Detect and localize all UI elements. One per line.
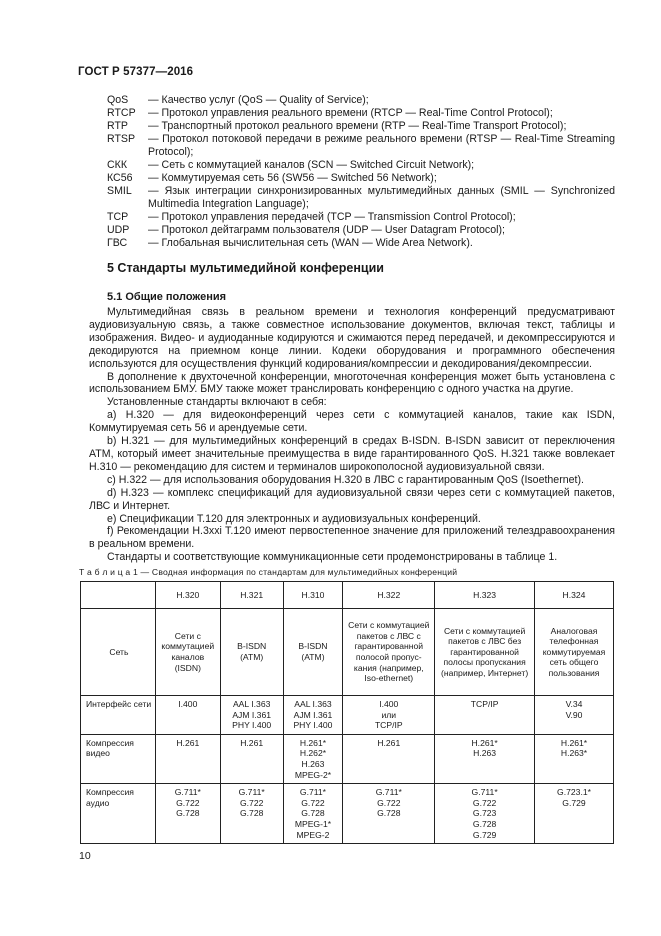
section-title: 5 Стандарты мультимедийной конференции xyxy=(107,261,384,275)
cell-line: AJM I.361 xyxy=(293,709,333,720)
cell-line: H.263 xyxy=(473,748,497,759)
table-cell xyxy=(220,784,283,844)
cell-line: (ATM) xyxy=(240,652,264,662)
paragraph: e) Спецификации T.120 для электронных и аудиовизуальных конференций. xyxy=(107,512,481,525)
table-cell xyxy=(435,609,535,696)
table-cell xyxy=(220,696,283,735)
cell-line: G.729 xyxy=(562,797,586,808)
cell-line: B-ISDN xyxy=(298,641,328,652)
row-label: Компрессия аудио xyxy=(81,784,156,844)
table-cell xyxy=(535,696,614,735)
abbreviation-item xyxy=(107,185,615,211)
table-cell xyxy=(535,734,614,783)
cell-line: G.722 xyxy=(176,797,200,808)
abbreviation-definition: — Транспортный протокол реального времени (RTP — Real-Time Transport Protocol); xyxy=(148,120,567,132)
cell-line: G.711* xyxy=(238,787,265,798)
cell-line: Сети с xyxy=(174,630,201,641)
cell-line: H.261* xyxy=(560,737,588,748)
table-cell xyxy=(283,784,343,844)
paragraph: Мультимедийная связь в реальном времени и технология конференций предусматривают аудиовизуальную связь, а также совместное использование документов, включая текст, таблицы и изображения. Видео- и аудиоданные кодируются и сжимаются перед передачей, и декомпрессируются и декодируются на приемном конце линии. Кодеки оборудования и программного обеспечения используются для осуществления функций кодирования/компрессии и декодирования/декомпрессии. xyxy=(89,306,615,370)
paragraph: a) H.320 — для видеоконференций через сети с коммутацией каналов, такие как ISDN, Коммутируемая сеть 56 и арендуемые сети. xyxy=(89,409,615,435)
cell-line: Iso-ethernet) xyxy=(364,673,414,684)
abbreviation-item xyxy=(107,120,615,133)
document-header: ГОСТ Р 57377—2016 xyxy=(78,66,194,78)
cell-line: пользования xyxy=(548,667,600,678)
cell-line: H.261 xyxy=(176,737,200,748)
cell-line: V.34 xyxy=(565,699,583,709)
paragraph: d) H.323 — комплекс спецификаций для аудиовизуальной связи через сети с коммутацией пакетов, ЛВС и Интернет. xyxy=(89,486,615,512)
cell-line: H.263* xyxy=(560,748,588,759)
cell-line: G.711* xyxy=(375,787,402,798)
abbreviation-definition: — Качество услуг (QoS — Quality of Service); xyxy=(148,94,369,106)
cell-line: Аналоговая xyxy=(550,625,598,636)
body-text xyxy=(89,306,615,564)
cell-line: AAL I.363 xyxy=(232,699,271,709)
cell-line: пакетов с ЛВС с xyxy=(356,630,421,641)
table-cell xyxy=(535,609,614,696)
column-header: H.321 xyxy=(220,582,283,609)
abbreviation-list xyxy=(107,94,615,250)
abbreviation-key: СКК xyxy=(107,159,127,171)
table-cell xyxy=(435,734,535,783)
cell-line: Сети с коммутацией xyxy=(443,625,526,636)
cell-line: H.261* xyxy=(299,737,327,748)
standards-table xyxy=(80,581,614,844)
table-cell xyxy=(155,734,220,783)
abbreviation-key: RTSP xyxy=(107,133,136,145)
cell-line: H.261* xyxy=(471,737,498,748)
cell-line: каналов xyxy=(171,652,205,662)
abbreviation-key: ГВС xyxy=(107,237,128,249)
paragraph: Установленные стандарты включают в себя: xyxy=(107,396,327,409)
cell-line: G.711* xyxy=(174,787,201,798)
cell-line: TCP/IP xyxy=(374,720,403,731)
paragraph: b) H.321 — для мультимедийных конференций в средах B-ISDN. B-ISDN зависит от переключения ATM, который имеет значительные преимущества в виде гарантированного QoS. H.321 также вовлекает H.310 — рекомендацию для систем и терминалов широкополосной аудиовизуальной связи. xyxy=(89,435,615,473)
column-header: H.323 xyxy=(435,582,535,609)
table-cell xyxy=(535,784,614,844)
cell-line: G.728 xyxy=(176,808,200,819)
cell-line: MPEG-1* xyxy=(294,818,332,829)
abbreviation-definition: — Протокол потоковой передачи в режиме реального времени (RTSP — Real-Time Streaming Protocol); xyxy=(148,133,615,158)
column-header: H.324 xyxy=(535,582,614,609)
cell-line: AJM I.361 xyxy=(232,709,272,720)
cell-line: пакетов с ЛВС без xyxy=(448,636,522,647)
column-header xyxy=(81,582,156,609)
abbreviation-definition: — Коммутируемая сеть 56 (SW56 — Switched 56 Network); xyxy=(148,172,437,184)
cell-line: H.263 xyxy=(301,758,325,769)
row-label: Интерфейс сети xyxy=(81,696,156,735)
table-row xyxy=(81,784,614,844)
cell-line: G.728 xyxy=(301,808,325,819)
cell-line: гарантированной xyxy=(450,646,519,657)
table-caption: Т а б л и ц а 1 — Сводная информация по стандартам для мультимедийных конференций xyxy=(79,567,458,577)
cell-line: I.400 xyxy=(178,699,198,709)
abbreviation-definition: — Протокол управления реального времени (RTCP — Real-Time Control Protocol); xyxy=(148,107,553,119)
paragraph: В дополнение к двухточечной конференции, многоточечная конференция может быть установлена с использованием БМУ. БМУ также может транслировать конференцию с одного участка на другие. xyxy=(89,370,615,396)
abbreviation-item xyxy=(107,107,615,120)
abbreviation-item xyxy=(107,224,615,237)
cell-line: (например, Интернет) xyxy=(441,667,529,678)
table-cell xyxy=(435,696,535,735)
table-cell xyxy=(283,609,343,696)
table-cell xyxy=(220,734,283,783)
cell-line: MPEG-2* xyxy=(294,769,332,780)
cell-line: PHY I.400 xyxy=(293,720,333,731)
paragraph: f) Рекомендации H.3xxi T.120 имеют первостепенное значение для приложений телездравоохранения в реальном времени. xyxy=(89,525,615,551)
cell-line: G.728 xyxy=(472,818,497,829)
abbreviation-definition: — Язык интеграции синхронизированных мультимедийных данных (SMIL — Synchronized Multimedia Integration Language); xyxy=(148,185,615,210)
cell-line: (ATM) xyxy=(301,652,325,662)
cell-line: коммутацией xyxy=(161,641,215,652)
cell-line: G.723.1* xyxy=(557,787,591,798)
cell-line: B-ISDN xyxy=(237,641,267,652)
abbreviation-key: QoS xyxy=(107,94,129,106)
cell-line: кания (например, xyxy=(353,662,424,673)
table-row xyxy=(81,609,614,696)
column-header: H.320 xyxy=(155,582,220,609)
cell-line: G.728 xyxy=(239,808,264,819)
table-cell xyxy=(343,696,435,735)
abbreviation-definition: — Сеть с коммутацией каналов (SCN — Switched Circuit Network); xyxy=(148,159,475,171)
cell-line: (ISDN) xyxy=(174,662,201,673)
cell-line: I.400 xyxy=(379,699,399,709)
cell-line: G.723 xyxy=(472,808,497,819)
cell-line: сеть общего xyxy=(549,657,599,668)
table-row xyxy=(81,734,614,783)
cell-line: гарантированной xyxy=(354,641,424,652)
abbreviation-definition: — Протокол управления передачей (TCP — Transmission Control Protocol); xyxy=(148,211,516,223)
cell-line: G.711* xyxy=(471,787,498,798)
abbreviation-item xyxy=(107,94,615,107)
abbreviation-key: TCP xyxy=(107,211,129,223)
paragraph: Стандарты и соответствующие коммуникационные сети продемонстрированы в таблице 1. xyxy=(107,551,558,564)
cell-line: полосы пропускания xyxy=(443,657,526,668)
table-row xyxy=(81,696,614,735)
cell-line: G.722 xyxy=(239,797,264,808)
table-cell xyxy=(283,734,343,783)
table-header-row xyxy=(81,582,614,609)
abbreviation-item xyxy=(107,237,615,250)
cell-line: коммутируемая xyxy=(542,646,606,657)
subsection-title: 5.1 Общие положения xyxy=(107,291,227,303)
table-cell xyxy=(155,609,220,696)
table-cell xyxy=(155,696,220,735)
cell-line: H.261 xyxy=(240,737,264,748)
cell-line: AAL I.363 xyxy=(294,699,332,709)
row-label: Компрессия видео xyxy=(81,734,156,783)
cell-line: G.729 xyxy=(472,829,497,840)
cell-line: G.722 xyxy=(472,797,497,808)
cell-line: или xyxy=(381,709,397,720)
paragraph: c) H.322 — для использования оборудования H.320 в ЛВС с гарантированным QoS (Isoethernet). xyxy=(107,473,584,486)
abbreviation-item xyxy=(107,172,615,185)
abbreviation-key: КС56 xyxy=(107,172,133,184)
row-label: Сеть xyxy=(81,609,156,696)
cell-line: H.261 xyxy=(377,737,401,748)
cell-line: V.90 xyxy=(565,709,583,720)
table-cell xyxy=(343,609,435,696)
cell-line: MPEG-2 xyxy=(296,829,330,840)
cell-line: TCP/IP xyxy=(470,699,499,709)
abbreviation-definition: — Глобальная вычислительная сеть (WAN — Wide Area Network). xyxy=(148,237,473,249)
table-cell xyxy=(283,696,343,735)
cell-line: G.722 xyxy=(301,797,325,808)
table-cell xyxy=(220,609,283,696)
cell-line: Сети с коммутацией xyxy=(348,620,430,631)
cell-line: полосой пропус- xyxy=(355,652,422,662)
column-header: H.322 xyxy=(343,582,435,609)
abbreviation-key: RTP xyxy=(107,120,128,132)
abbreviation-item xyxy=(107,159,615,172)
abbreviation-key: RTCP xyxy=(107,107,136,119)
cell-line: G.722 xyxy=(377,797,401,808)
abbreviation-key: UDP xyxy=(107,224,130,236)
cell-line: G.728 xyxy=(377,808,401,819)
abbreviation-definition: — Протокол дейтаграмм пользователя (UDP — User Datagram Protocol); xyxy=(148,224,505,236)
cell-line: H.262* xyxy=(299,748,327,759)
cell-line: PHY I.400 xyxy=(232,720,272,731)
table-cell xyxy=(435,784,535,844)
cell-line: телефонная xyxy=(549,636,599,647)
column-header: H.310 xyxy=(283,582,343,609)
cell-line: G.711* xyxy=(299,787,327,798)
table-cell xyxy=(155,784,220,844)
abbreviation-key: SMIL xyxy=(107,185,132,197)
page-number: 10 xyxy=(79,850,91,862)
abbreviation-item xyxy=(107,133,615,159)
abbreviation-item xyxy=(107,211,615,224)
table-cell xyxy=(343,734,435,783)
table-cell xyxy=(343,784,435,844)
